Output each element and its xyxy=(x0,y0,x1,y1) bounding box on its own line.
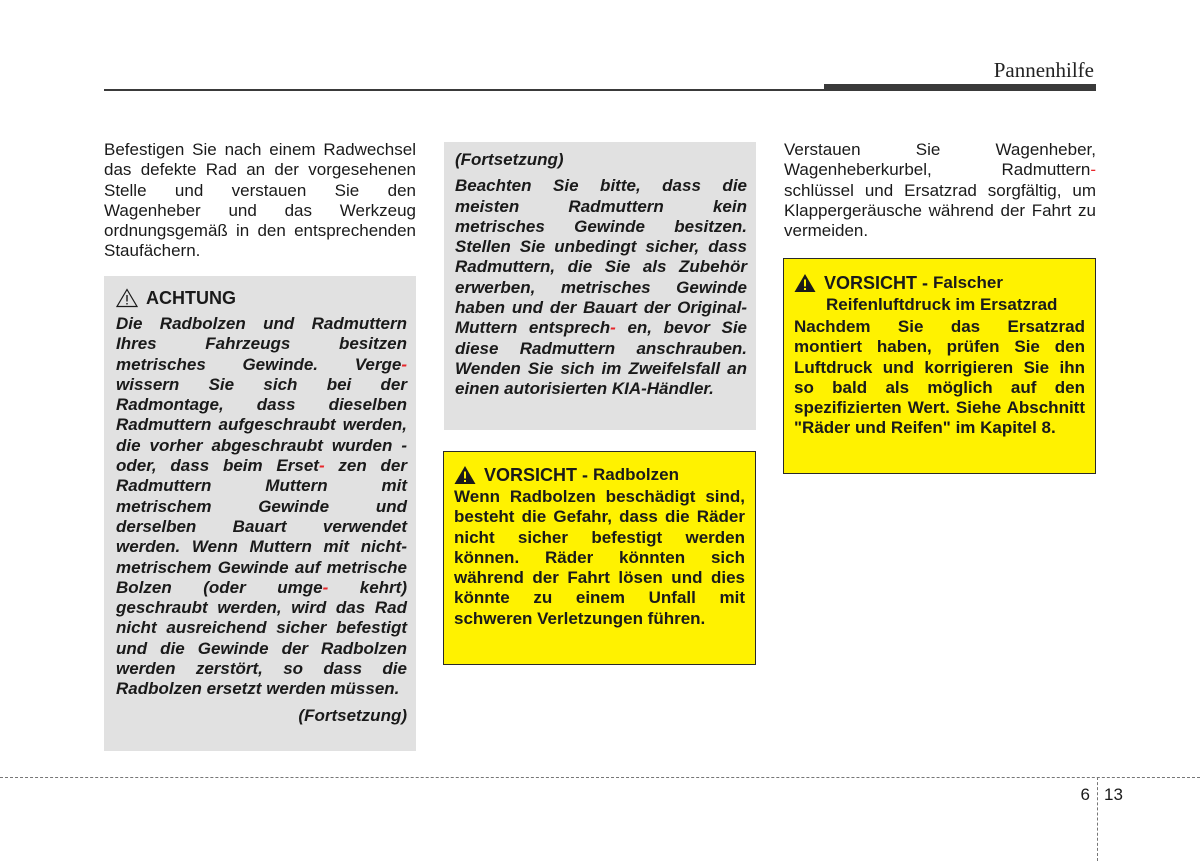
footer-dashed-rule xyxy=(0,777,1200,778)
page-number: 13 xyxy=(1104,785,1123,804)
intro-paragraph: Befestigen Sie nach einem Radwechsel das defekte Rad an der vorgesehenen Stelle und verstauen Sie den Wagenheber und das Werkzeug ordnungsgemäß in den entsprechenden Staufächern. xyxy=(104,140,416,261)
vorsicht-radbolzen-body: Wenn Radbolzen beschädigt sind, besteht die Gefahr, dass die Räder nicht sicher befestigt werden können. Räder könnten sich während der Fahrt lösen und dies könnte zu einem Unfall mit schweren Verletzungen führen. xyxy=(454,487,745,628)
fortsetzung-body: Beachten Sie bitte, dass die meisten Radmuttern kein metrisches Gewinde besitzen. Stellen Sie unbedingt sicher, dass Radmuttern, die Sie als Zubehör erwerben, metrisches Gewinde haben und der Bauart der Original-Muttern entsprech- en, bevor Sie diese Radmuttern anschrauben. Wenden Sie sich im Zweifelsfall an einen autorisierten KIA-Händler. xyxy=(455,176,747,399)
fortsetzung-title: (Fortsetzung) xyxy=(455,150,564,169)
vorsicht-falscher-heading: VORSICHT - Falscher xyxy=(794,272,1085,294)
footer-dashed-divider xyxy=(1097,777,1098,861)
achtung-continued: (Fortsetzung) xyxy=(298,705,407,725)
vorsicht-falscher-body: Nachdem Sie das Ersatzrad montiert haben, prüfen Sie den Luftdruck und korrigieren Sie ihn so bald als möglich auf den spezifizierten Wert. Siehe Abschnitt "Räder und Reifen" im Kapitel 8. xyxy=(794,317,1085,438)
vorsicht-falscher-box xyxy=(783,258,1096,474)
achtung-body: Die Radbolzen und Radmuttern Ihres Fahrzeugs besitzen metrisches Gewinde. Verge- wissern Sie sich bei der Radmontage, dass dieselben Radmuttern aufgeschraubt werden, die vorher abgeschraubt wurden - oder, dass beim Erset- zen der Radmuttern Muttern mit metrischem Gewinde und derselben Bauart verwendet werden. Wenn Muttern mit nicht-metrischem Gewinde auf metrische Bolzen (oder umge- kehrt) geschraubt werden, wird das Rad nicht ausreichend sicher befestigt und die Gewinde der Radbolzen werden zerstört, so dass die Radbolzen ersetzt werden müssen. xyxy=(116,314,407,699)
achtung-heading xyxy=(116,287,407,309)
section-title: Pannenhilfe xyxy=(993,58,1094,82)
fortsetzung-box xyxy=(444,142,756,430)
achtung-title: ACHTUNG xyxy=(146,288,236,308)
header-rule-thick xyxy=(824,84,1096,91)
vorsicht-falscher-subtitle: Reifenluftdruck im Ersatzrad xyxy=(826,295,1058,314)
stowing-paragraph: Verstauen Sie Wagenheber, Wagenheberkurbel, Radmuttern- schlüssel und Ersatzrad sorgfältig, um Klappergeräusche während der Fahrt zu vermeiden. xyxy=(784,140,1096,241)
warning-triangle-filled-icon xyxy=(794,273,816,293)
warning-triangle-filled-icon xyxy=(454,465,476,485)
chapter-number: 6 xyxy=(1080,785,1090,804)
vorsicht-radbolzen-box xyxy=(443,451,756,665)
achtung-box xyxy=(104,276,416,751)
warning-triangle-outline-icon xyxy=(116,288,138,308)
vorsicht-radbolzen-heading: VORSICHT - Radbolzen xyxy=(454,464,745,486)
